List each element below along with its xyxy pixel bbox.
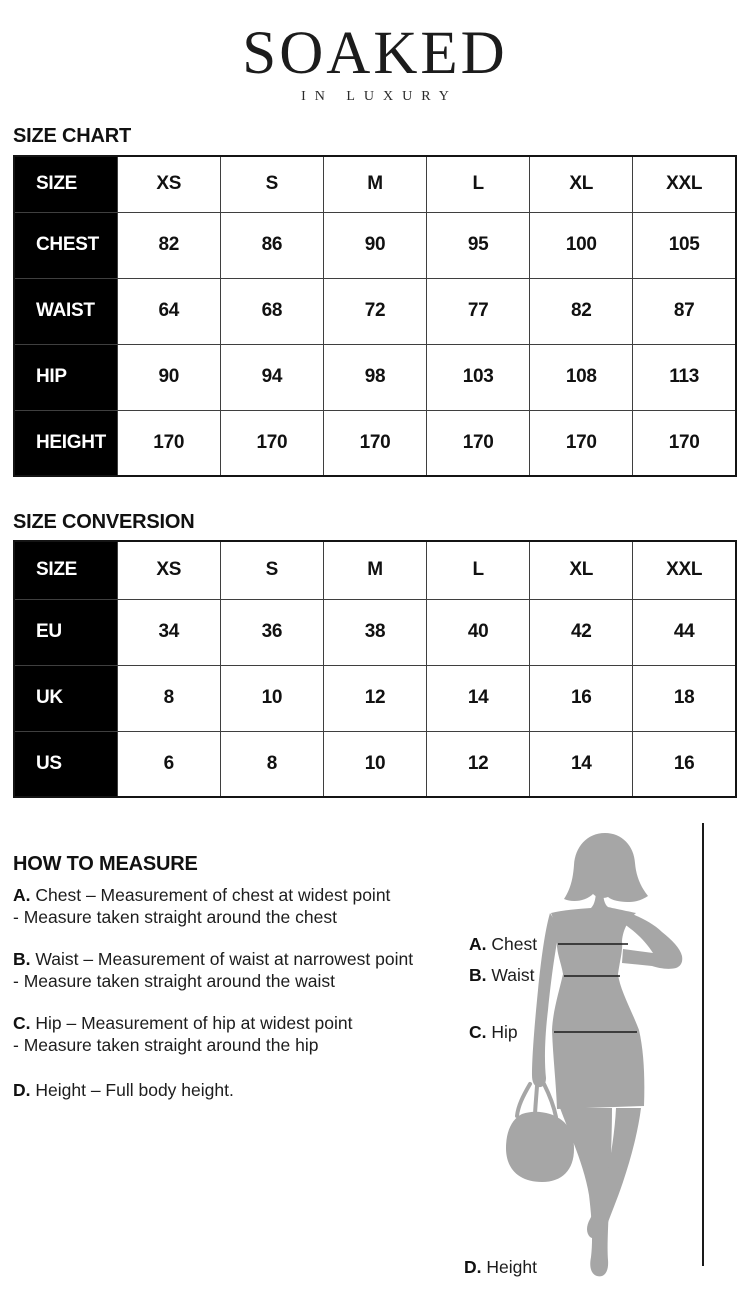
row-label-uk: UK — [14, 665, 117, 731]
size-chart-cell: 100 — [530, 212, 633, 278]
conversion-cell: 42 — [530, 599, 633, 665]
measurement-figure — [460, 820, 750, 1300]
size-chart-cell: 72 — [323, 278, 426, 344]
size-chart-cell: 82 — [530, 278, 633, 344]
size-chart-cell: 103 — [427, 344, 530, 410]
size-chart-cell: 82 — [117, 212, 220, 278]
row-label-height: HEIGHT — [14, 410, 117, 476]
table-row — [14, 541, 736, 599]
size-chart-cell: 94 — [220, 344, 323, 410]
measure-item-height — [13, 1079, 463, 1101]
size-chart-cell: 77 — [427, 278, 530, 344]
row-label-waist: WAIST — [14, 278, 117, 344]
size-conversion-col-header: XL — [530, 541, 633, 599]
measure-item-chest — [13, 884, 463, 928]
size-chart-cell: 170 — [117, 410, 220, 476]
measure-note: - Measure taken straight around the hip — [13, 1035, 319, 1055]
silhouette-bent-arm — [618, 913, 682, 968]
size-chart-cell: 170 — [323, 410, 426, 476]
size-chart-heading: SIZE CHART — [13, 125, 132, 147]
measure-text: Chest – Measurement of chest at widest point — [35, 885, 391, 905]
woman-silhouette — [506, 833, 682, 1276]
brand-name: SOAKED — [242, 20, 508, 87]
figure-label-hip: C. Hip — [469, 1022, 518, 1042]
handbag-handles — [517, 1084, 556, 1117]
conversion-cell: 16 — [530, 665, 633, 731]
size-conversion-col-header: M — [323, 541, 426, 599]
measure-line — [13, 884, 463, 906]
size-chart-cell: 105 — [633, 212, 736, 278]
size-chart-cell: 90 — [323, 212, 426, 278]
size-conversion-col-header: L — [427, 541, 530, 599]
size-chart-col-header: M — [323, 156, 426, 212]
measure-note: - Measure taken straight around the chest — [13, 907, 337, 927]
measure-line — [13, 948, 463, 970]
conversion-cell: 40 — [427, 599, 530, 665]
size-chart-col-header: S — [220, 156, 323, 212]
size-chart-col-header: XS — [117, 156, 220, 212]
handbag-body — [506, 1112, 574, 1182]
table-row — [14, 156, 736, 212]
table-row — [14, 599, 736, 665]
how-to-measure-heading: HOW TO MEASURE — [13, 853, 198, 875]
measure-note: - Measure taken straight around the waist — [13, 971, 335, 991]
size-chart-cell: 170 — [530, 410, 633, 476]
size-conversion-col-header: S — [220, 541, 323, 599]
figure-label-height: D. Height — [464, 1257, 537, 1277]
conversion-cell: 14 — [530, 731, 633, 797]
conversion-cell: 44 — [633, 599, 736, 665]
conversion-cell: 34 — [117, 599, 220, 665]
size-chart-cell: 64 — [117, 278, 220, 344]
size-chart-cell: 87 — [633, 278, 736, 344]
conversion-cell: 10 — [220, 665, 323, 731]
measure-key: B. — [13, 949, 31, 969]
size-chart-cell: 170 — [220, 410, 323, 476]
silhouette-head — [564, 833, 648, 902]
measure-text: Waist – Measurement of waist at narrowest point — [35, 949, 414, 969]
conversion-cell: 12 — [427, 731, 530, 797]
measure-text: Hip – Measurement of hip at widest point — [35, 1013, 353, 1033]
size-chart-col-header: XXL — [633, 156, 736, 212]
measure-key: A. — [13, 885, 31, 905]
size-chart-corner-cell: SIZE — [14, 156, 117, 212]
size-chart-cell: 170 — [633, 410, 736, 476]
size-chart-cell: 113 — [633, 344, 736, 410]
conversion-cell: 16 — [633, 731, 736, 797]
row-label-chest: CHEST — [14, 212, 117, 278]
row-label-eu: EU — [14, 599, 117, 665]
size-conversion-corner-cell: SIZE — [14, 541, 117, 599]
brand-tagline: IN LUXURY — [301, 89, 458, 104]
conversion-cell: 8 — [220, 731, 323, 797]
measure-item-waist — [13, 948, 463, 992]
figure-label-chest: A. Chest — [469, 934, 538, 954]
measure-key: D. — [13, 1080, 31, 1100]
table-row — [14, 731, 736, 797]
measure-item-hip — [13, 1012, 463, 1056]
table-row — [14, 278, 736, 344]
size-conversion-heading: SIZE CONVERSION — [13, 511, 195, 533]
conversion-cell: 12 — [323, 665, 426, 731]
size-conversion-col-header: XXL — [633, 541, 736, 599]
size-chart-cell: 68 — [220, 278, 323, 344]
table-row — [14, 344, 736, 410]
table-row — [14, 665, 736, 731]
brand-logo — [0, 22, 750, 105]
size-conversion-col-header: XS — [117, 541, 220, 599]
measure-line — [13, 1012, 463, 1034]
size-chart-col-header: XL — [530, 156, 633, 212]
size-chart-cell: 90 — [117, 344, 220, 410]
size-conversion-table — [13, 540, 737, 798]
conversion-cell: 38 — [323, 599, 426, 665]
size-chart-cell: 108 — [530, 344, 633, 410]
table-row — [14, 410, 736, 476]
size-chart-col-header: L — [427, 156, 530, 212]
conversion-cell: 10 — [323, 731, 426, 797]
size-chart-cell: 170 — [427, 410, 530, 476]
measure-key: C. — [13, 1013, 31, 1033]
measure-text: Height – Full body height. — [35, 1080, 234, 1100]
size-chart-table — [13, 155, 737, 477]
measure-line — [13, 1079, 463, 1101]
conversion-cell: 8 — [117, 665, 220, 731]
figure-svg — [460, 820, 750, 1300]
size-chart-cell: 86 — [220, 212, 323, 278]
size-chart-cell: 95 — [427, 212, 530, 278]
figure-label-waist: B. Waist — [469, 965, 535, 985]
row-label-hip: HIP — [14, 344, 117, 410]
conversion-cell: 18 — [633, 665, 736, 731]
conversion-cell: 14 — [427, 665, 530, 731]
conversion-cell: 6 — [117, 731, 220, 797]
table-row — [14, 212, 736, 278]
conversion-cell: 36 — [220, 599, 323, 665]
row-label-us: US — [14, 731, 117, 797]
size-chart-cell: 98 — [323, 344, 426, 410]
